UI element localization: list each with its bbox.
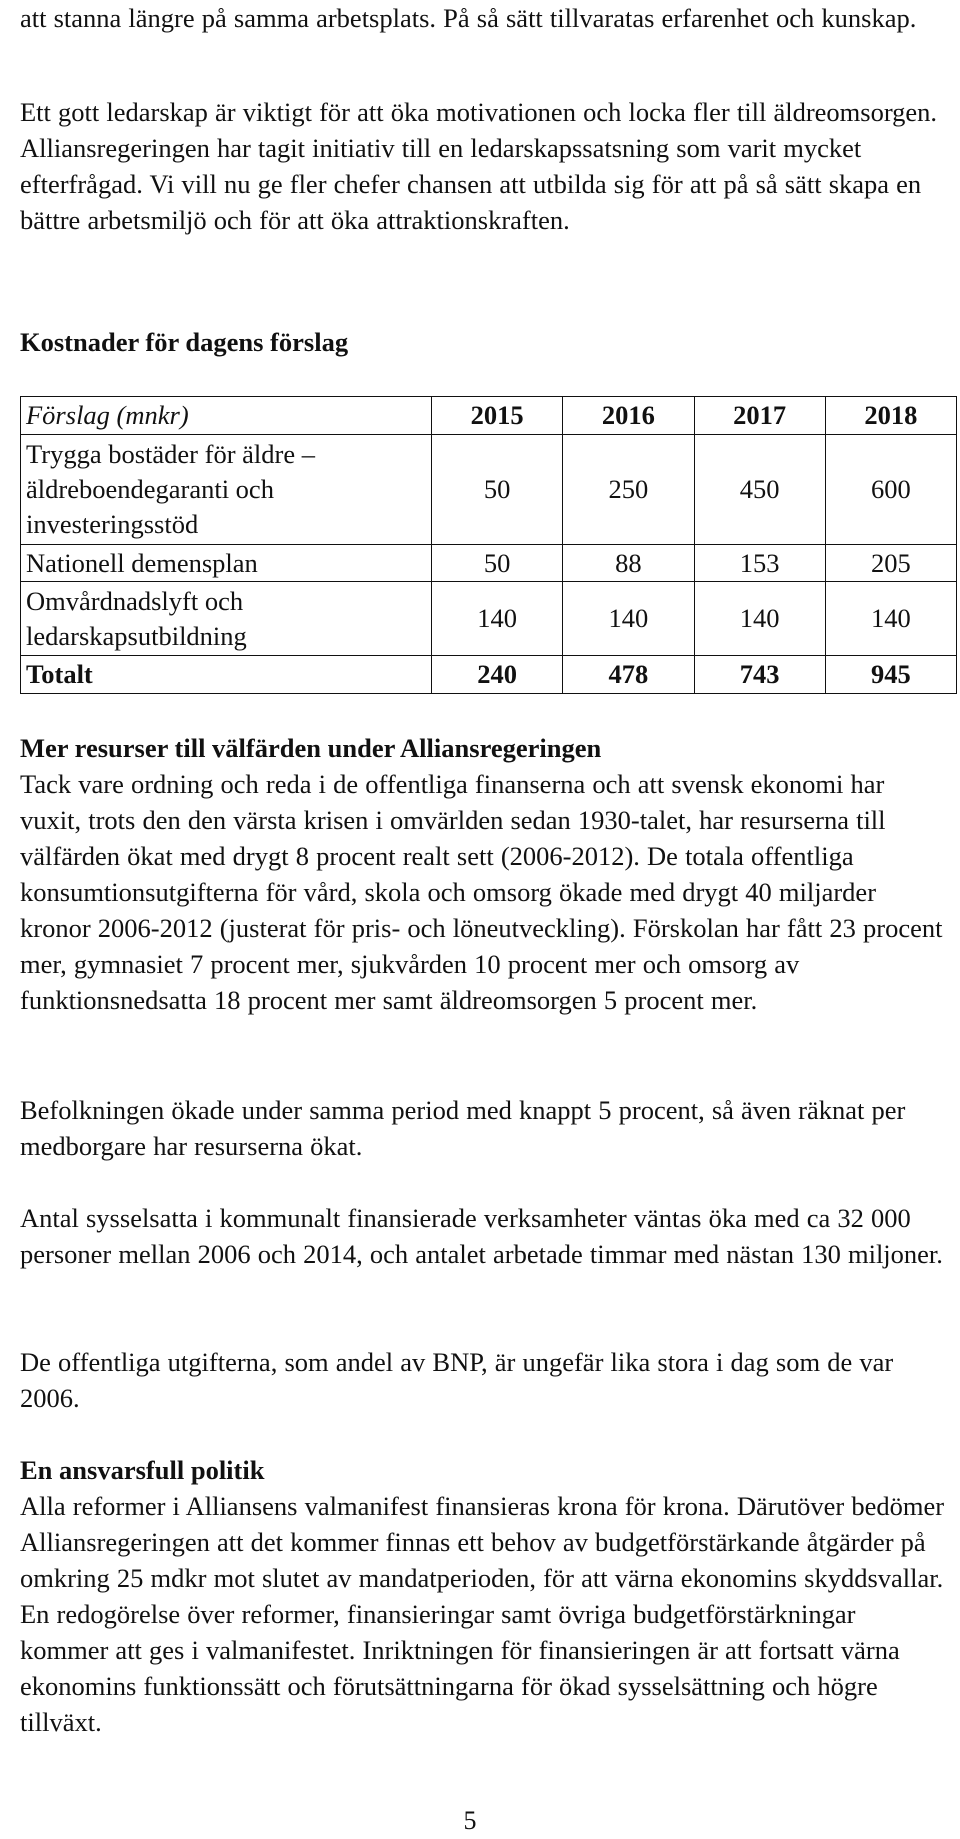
row-value: 140 (563, 582, 694, 656)
table-row (21, 435, 957, 545)
total-label: Totalt (21, 656, 432, 694)
table-header-cell: 2017 (694, 397, 825, 435)
row-value: 205 (825, 545, 956, 582)
table-row (21, 582, 957, 656)
row-value: 88 (563, 545, 694, 582)
row-label: Nationell demensplan (21, 545, 432, 582)
row-value: 140 (694, 582, 825, 656)
total-value: 478 (563, 656, 694, 694)
costs-heading: Kostnader för dagens förslag (20, 327, 349, 357)
policy-paragraph-1: Alla reformer i Alliansens valmanifest finansieras krona för krona. Därutöver bedömer Alliansregeringen att det kommer finnas ett behov av budgetförstärkande åtgärder på omkring 25 mdkr mot slutet av mandatperioden, för att värna ekonomins skyddsvallar. En redogörelse över reformer, finansieringar samt övriga budgetförstärkningar kommer att ges i valmanifestet. Inriktningen för finansieringen är att fortsatt värna ekonomins funktionssätt och förutsättningarna för ökad sysselsättning och högre tillväxt. (20, 1491, 945, 1737)
row-value: 50 (432, 545, 563, 582)
resources-paragraph-4: De offentliga utgifterna, som andel av BNP, är ungefär lika stora i dag som de var 2006. (20, 1347, 894, 1413)
row-value: 250 (563, 435, 694, 545)
intro-paragraph-1: att stanna längre på samma arbetsplats. På så sätt tillvaratas erfarenhet och kunskap. (20, 3, 917, 33)
row-label: Trygga bostäder för äldre – äldreboendegaranti och investeringsstöd (21, 435, 432, 545)
table-header-cell: 2018 (825, 397, 956, 435)
table-header-cell: 2015 (432, 397, 563, 435)
resources-paragraph-2: Befolkningen ökade under samma period med knappt 5 procent, så även räknat per medborgare har resurserna ökat. (20, 1095, 906, 1161)
intro-paragraph-2: Ett gott ledarskap är viktigt för att öka motivationen och locka fler till äldreomsorgen. Alliansregeringen har tagit initiativ till en ledarskapssatsning som varit mycket efterfrågad. Vi vill nu ge fler chefer chansen att utbilda sig för att på så sätt skapa en bättre arbetsmiljö och för att öka attraktionskraften. (20, 97, 938, 235)
row-value: 450 (694, 435, 825, 545)
policy-heading: En ansvarsfull politik (20, 1455, 265, 1485)
row-value: 153 (694, 545, 825, 582)
page-number: 5 (463, 1806, 477, 1835)
row-value: 50 (432, 435, 563, 545)
row-value: 140 (432, 582, 563, 656)
resources-heading: Mer resurser till välfärden under Alliansregeringen (20, 733, 602, 763)
row-label: Omvårdnadslyft och ledarskapsutbildning (21, 582, 432, 656)
row-value: 140 (825, 582, 956, 656)
total-value: 945 (825, 656, 956, 694)
row-value: 600 (825, 435, 956, 545)
resources-paragraph-1: Tack vare ordning och reda i de offentliga finanserna och att svensk ekonomi har vuxit, trots den den värsta krisen i omvärlden sedan 1930-talet, har resurserna till välfärden ökat med drygt 8 procent realt sett (2006-2012). De totala offentliga konsumtionsutgifterna för vård, skola och omsorg ökade med drygt 40 miljarder kronor 2006-2012 (justerat för pris- och löneutveckling). Förskolan har fått 23 procent mer, gymnasiet 7 procent mer, sjukvården 10 procent mer och omsorg av funktionsnedsatta 18 procent mer samt äldreomsorgen 5 procent mer. (20, 769, 943, 1015)
costs-table (20, 396, 957, 694)
table-header-cell: 2016 (563, 397, 694, 435)
total-value: 743 (694, 656, 825, 694)
resources-paragraph-3: Antal sysselsatta i kommunalt finansierade verksamheter väntas öka med ca 32 000 personer mellan 2006 och 2014, och antalet arbetade timmar med nästan 130 miljoner. (20, 1203, 943, 1269)
table-header-row (21, 397, 957, 435)
table-row (21, 545, 957, 582)
total-value: 240 (432, 656, 563, 694)
table-header-cell: Förslag (mnkr) (21, 397, 432, 435)
table-total-row (21, 656, 957, 694)
